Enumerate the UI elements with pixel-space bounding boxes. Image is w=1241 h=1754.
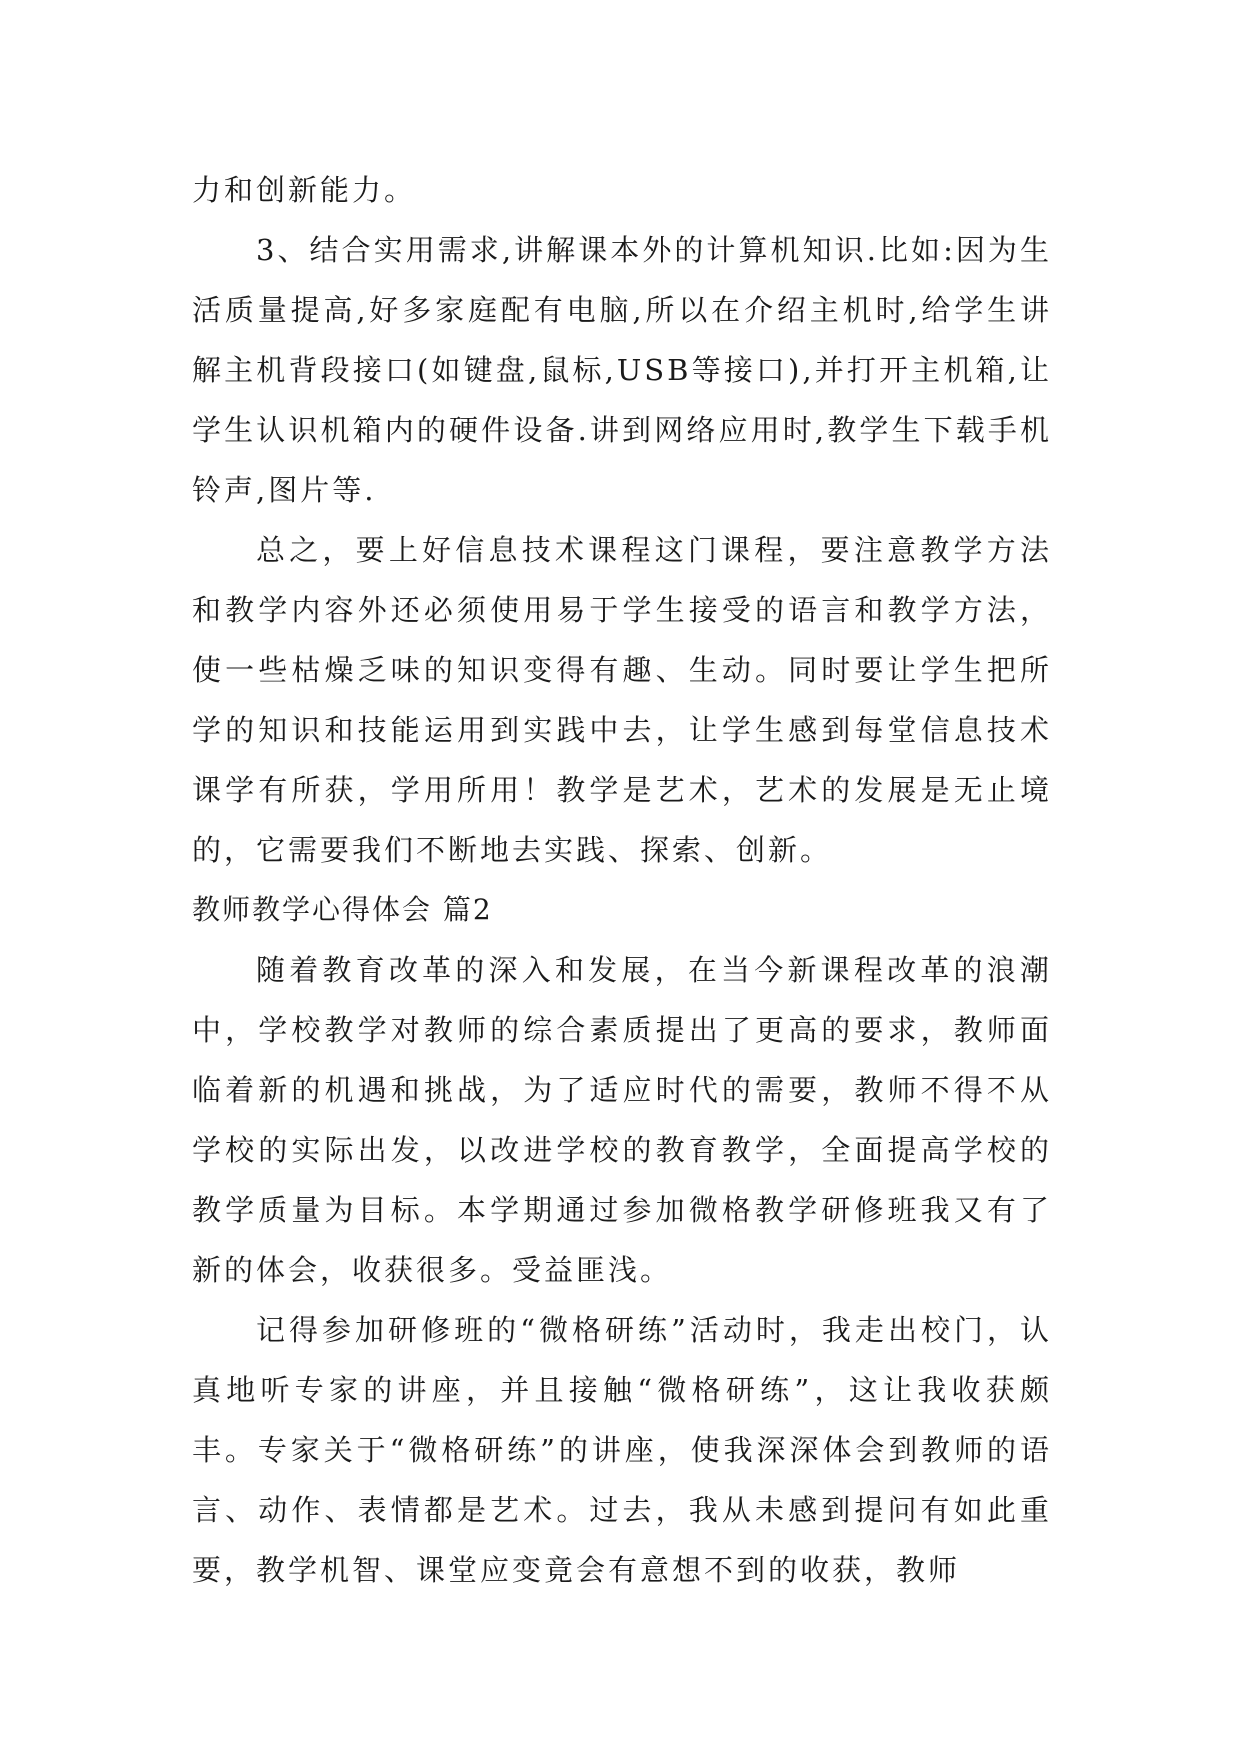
- paragraph-continuation: 力和创新能力。: [192, 173, 417, 207]
- section-heading: 教师教学心得体会 篇2: [192, 893, 493, 926]
- paragraph-computer-knowledge: 3、结合实用需求,讲解课本外的计算机知识.比如:因为生活质量提高,好多家庭配有电脑,所以在介绍主机时,给学生讲解主机背段接口(如键盘,鼠标,USB等接口),并打开主机箱,让学生认识机箱内的硬件设备.讲到网络应用时,教学生下载手机铃声,图片等.: [192, 233, 1052, 507]
- paragraph-summary: 总之，要上好信息技术课程这门课程，要注意教学方法和教学内容外还必须使用易于学生接受的语言和教学方法，使一些枯燥乏味的知识变得有趣、生动。同时要让学生把所学的知识和技能运用到实践中去，让学生感到每堂信息技术课学有所获，学用所用！教学是艺术，艺术的发展是无止境的，它需要我们不断地去实践、探索、创新。: [192, 533, 1052, 867]
- document-body: [192, 160, 1052, 1600]
- paragraph-microteaching: 记得参加研修班的“微格研练”活动时，我走出校门，认真地听专家的讲座，并且接触“微格研练”，这让我收获颇丰。专家关于“微格研练”的讲座，使我深深体会到教师的语言、动作、表情都是艺术。过去，我从未感到提问有如此重要，教学机智、课堂应变竟会有意想不到的收获，教师: [192, 1313, 1052, 1587]
- paragraph-education-reform: 随着教育改革的深入和发展，在当今新课程改革的浪潮中，学校教学对教师的综合素质提出了更高的要求，教师面临着新的机遇和挑战，为了适应时代的需要，教师不得不从学校的实际出发，以改进学校的教育教学，全面提高学校的教学质量为目标。本学期通过参加微格教学研修班我又有了新的体会，收获很多。受益匪浅。: [192, 953, 1052, 1287]
